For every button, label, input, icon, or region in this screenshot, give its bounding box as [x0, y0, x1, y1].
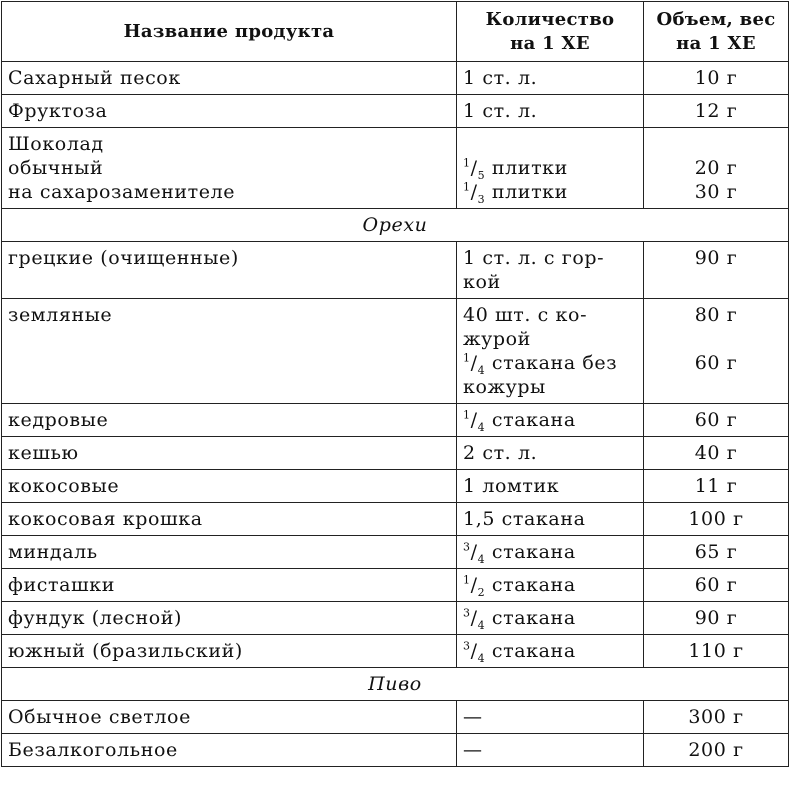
- chocolate-vol2: 30 г: [694, 181, 738, 203]
- product-quantity: [457, 128, 644, 209]
- table-row: [2, 569, 789, 602]
- product-name: кокосовые: [2, 470, 457, 503]
- header-volume-line1: Объем, вес: [656, 8, 776, 30]
- product-quantity: $^3/_4$ стакана: [457, 536, 644, 569]
- product-volume: 60 г: [644, 404, 789, 437]
- chocolate-qty2: $^1/_3$ плитки: [463, 180, 568, 206]
- section-row-nuts: [2, 209, 789, 242]
- product-volume: 65 г: [644, 536, 789, 569]
- product-name: [2, 128, 457, 209]
- table-row: [2, 299, 789, 404]
- header-volume: [644, 2, 789, 62]
- product-volume: 12 г: [644, 95, 789, 128]
- table-row: [2, 503, 789, 536]
- chocolate-vol1: 20 г: [694, 157, 738, 179]
- chocolate-sub1: обычный: [8, 157, 104, 179]
- product-name: кокосовая крошка: [2, 503, 457, 536]
- product-quantity: —: [457, 701, 644, 734]
- table-row: [2, 404, 789, 437]
- chocolate-name: Шоколад: [8, 133, 104, 155]
- product-volume: 60 г: [644, 569, 789, 602]
- table-row: [2, 470, 789, 503]
- header-quantity-line1: Количество: [485, 8, 615, 30]
- product-quantity: 1,5 стакана: [457, 503, 644, 536]
- product-name: миндаль: [2, 536, 457, 569]
- product-volume: 90 г: [644, 602, 789, 635]
- product-volume: 100 г: [644, 503, 789, 536]
- product-name: фисташки: [2, 569, 457, 602]
- product-quantity: 1 ст. л. с гор- кой: [457, 242, 644, 299]
- product-volume: 90 г: [644, 242, 789, 299]
- header-volume-line2: на 1 ХЕ: [676, 32, 756, 54]
- product-name: кедровые: [2, 404, 457, 437]
- product-name: грецкие (очищенные): [2, 242, 457, 299]
- product-volume: 40 г: [644, 437, 789, 470]
- product-name: фундук (лесной): [2, 602, 457, 635]
- table-row: [2, 635, 789, 668]
- product-volume: [644, 128, 789, 209]
- product-name: земляные: [2, 299, 457, 404]
- product-name: кешью: [2, 437, 457, 470]
- table-row: [2, 62, 789, 95]
- header-quantity: [457, 2, 644, 62]
- header-product-name: Название продукта: [2, 2, 457, 62]
- product-volume: 200 г: [644, 734, 789, 767]
- product-name: Фруктоза: [2, 95, 457, 128]
- section-row-beer: [2, 668, 789, 701]
- table-header-row: [2, 2, 789, 62]
- product-name: южный (бразильский): [2, 635, 457, 668]
- product-volume: 300 г: [644, 701, 789, 734]
- product-quantity: 1 ст. л.: [457, 62, 644, 95]
- section-title-nuts: Орехи: [2, 209, 789, 242]
- product-quantity: $^3/_4$ стакана: [457, 635, 644, 668]
- table-row-chocolate: [2, 128, 789, 209]
- product-volume: 11 г: [644, 470, 789, 503]
- chocolate-qty1: $^1/_5$ плитки: [463, 156, 568, 182]
- product-quantity: $^1/_2$ стакана: [457, 569, 644, 602]
- product-volume: 110 г: [644, 635, 789, 668]
- product-volume: 80 г 60 г: [644, 299, 789, 404]
- table-row: [2, 242, 789, 299]
- table-row: [2, 701, 789, 734]
- section-title-beer: Пиво: [2, 668, 789, 701]
- product-quantity: $^1/_4$ стакана: [457, 404, 644, 437]
- product-volume: 10 г: [644, 62, 789, 95]
- product-quantity: 2 ст. л.: [457, 437, 644, 470]
- product-quantity: 40 шт. с ко- журой $^1/_4$ стакана без кожуры: [457, 299, 644, 404]
- table-row: [2, 95, 789, 128]
- product-quantity: —: [457, 734, 644, 767]
- header-quantity-line2: на 1 ХЕ: [510, 32, 590, 54]
- table-row: [2, 602, 789, 635]
- product-name: Обычное светлое: [2, 701, 457, 734]
- product-name: Сахарный песок: [2, 62, 457, 95]
- table-row: [2, 734, 789, 767]
- product-quantity: 1 ломтик: [457, 470, 644, 503]
- table-row: [2, 536, 789, 569]
- table-row: [2, 437, 789, 470]
- product-name: Безалкогольное: [2, 734, 457, 767]
- product-quantity: $^3/_4$ стакана: [457, 602, 644, 635]
- chocolate-sub2: на сахарозаменителе: [8, 181, 236, 203]
- xe-table: [1, 1, 789, 767]
- product-quantity: 1 ст. л.: [457, 95, 644, 128]
